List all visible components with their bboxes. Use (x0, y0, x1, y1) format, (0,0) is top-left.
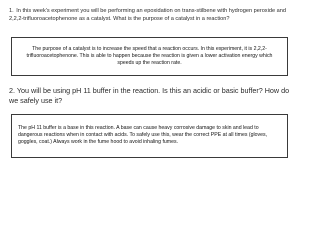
question-2-text: You will be using pH 11 buffer in the reaction. Is this an acidic or basic buffer? How do we safely use it? (9, 86, 290, 105)
question-2 (9, 86, 293, 105)
question-1-text: In this week's experiment you will be performing an epoxidation on trans-stilbene with hydrogen peroxide and 2,2,2-trifluoroacetophenone as a catalyst. What is the purpose of a catalyst in a reaction? (9, 8, 286, 22)
answer-1-box[interactable] (11, 37, 288, 76)
question-2-number: 2. (9, 86, 15, 95)
question-1 (9, 7, 293, 23)
answer-1-text: The purpose of a catalyst is to increase the speed that a reaction occurs. In this experiment, it is 2,2,2-trifluoroacetophenone. This is able to happen because the reaction is given a lower activation energy which speeds up the reaction rate. (26, 46, 273, 67)
question-1-number: 1. (9, 8, 14, 14)
answer-2-text: The pH 11 buffer is a base in this reaction. A base can cause heavy corrosive damage to skin and lead to dangerous reactions when in contact with acids. To safely use this, wear the correct PPE at all times (gloves, goggles, coat.) Always work in the fume hood to avoid inhaling fumes. (18, 125, 268, 146)
answer-2-box[interactable] (11, 114, 288, 158)
